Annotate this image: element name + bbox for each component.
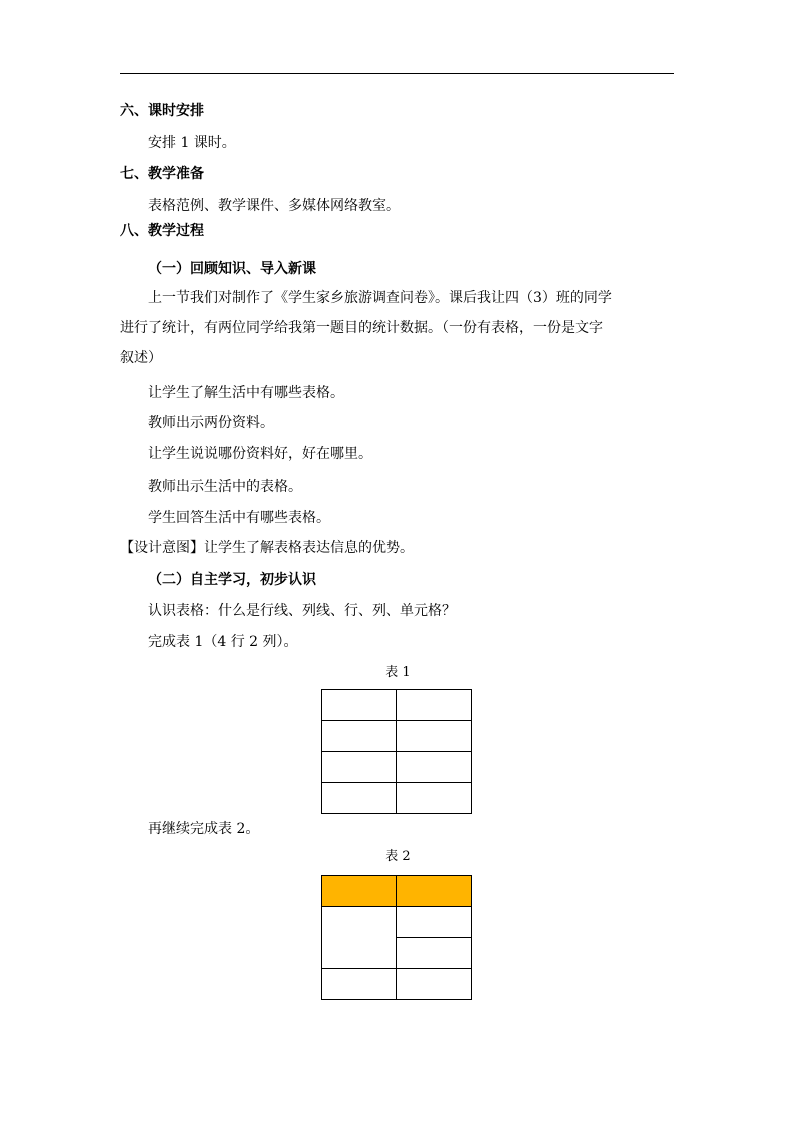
step-4-text: 教师出示生活中的表格。 [148, 479, 302, 495]
step-2-text: 教师出示两份资料。 [148, 415, 274, 431]
table-cell [397, 907, 472, 938]
table-cell [397, 690, 472, 721]
table-1 [321, 689, 472, 814]
table-1-caption: 表 1 [385, 665, 411, 680]
step-3-text: 让学生说说哪份资料好，好在哪里。 [148, 446, 372, 462]
header-rule [120, 73, 674, 74]
table-row [322, 907, 472, 938]
table-row [322, 690, 472, 721]
step-5-text: 学生回答生活中有哪些表格。 [148, 510, 330, 526]
section-8-heading: 八、教学过程 [120, 223, 204, 239]
part-1-heading: （一）回顾知识、导入新课 [148, 261, 316, 277]
table-row [322, 876, 472, 907]
table-header-cell [397, 876, 472, 907]
table-cell [397, 969, 472, 1000]
part-2-text-2: 完成表 1（4 行 2 列）。 [148, 634, 298, 650]
section-6-text: 安排 1 课时。 [148, 135, 236, 151]
table-cell [322, 690, 397, 721]
table-row [322, 783, 472, 814]
table-cell [322, 969, 397, 1000]
table-row [322, 752, 472, 783]
table-row [322, 721, 472, 752]
table-header-cell [322, 876, 397, 907]
table-cell [322, 721, 397, 752]
table-merged-cell [322, 907, 397, 969]
paragraph-line-3: 叙述） [120, 350, 162, 366]
section-7-heading: 七、教学准备 [120, 166, 204, 182]
step-1-text: 让学生了解生活中有哪些表格。 [148, 385, 344, 401]
table-cell [397, 721, 472, 752]
table-row [322, 969, 472, 1000]
table-cell [397, 938, 472, 969]
table-2 [321, 875, 472, 1000]
table-cell [397, 752, 472, 783]
paragraph-line-1: 上一节我们对制作了《学生家乡旅游调查问卷》。课后我让四（3）班的同学 [148, 290, 612, 306]
part-2-text-1: 认识表格：什么是行线、列线、行、列、单元格？ [148, 603, 456, 619]
design-intent-text: 【设计意图】让学生了解表格表达信息的优势。 [120, 540, 414, 556]
section-7-text: 表格范例、教学课件、多媒体网络教室。 [148, 198, 400, 214]
part-2-text-3: 再继续完成表 2。 [148, 821, 260, 837]
part-2-heading: （二）自主学习，初步认识 [148, 572, 316, 588]
paragraph-line-2: 进行了统计，有两位同学给我第一题目的统计数据。（一份有表格，一份是文字 [120, 320, 603, 336]
table-cell [322, 752, 397, 783]
table-cell [322, 783, 397, 814]
section-6-heading: 六、课时安排 [120, 103, 204, 119]
table-2-caption: 表 2 [385, 849, 411, 864]
table-cell [397, 783, 472, 814]
